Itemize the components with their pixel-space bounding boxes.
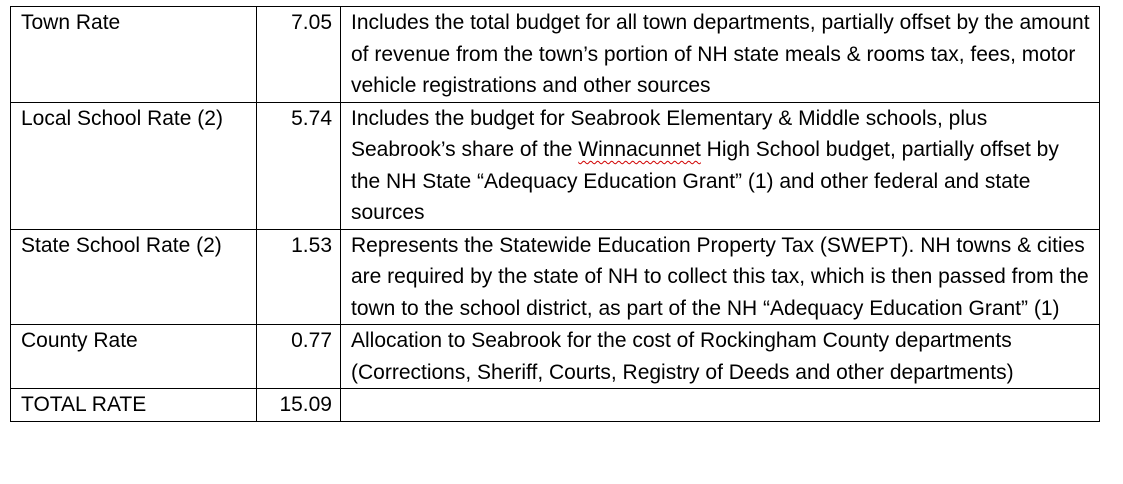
rate-description-part: Includes the budget for Seabrook Elementary & Middle schools, plus Seabrook’s share of the xyxy=(351,106,988,161)
rate-value: 1.53 xyxy=(257,229,341,325)
table-row-town-rate xyxy=(11,7,1100,103)
rate-description: Represents the Statewide Education Property Tax (SWEPT). NH towns & cities are required by the state of NH to collect this tax, which is then passed from the town to the school district, as part of the NH “Adequacy Education Grant” (1) xyxy=(341,229,1100,325)
rate-value: 5.74 xyxy=(257,102,341,229)
rate-description xyxy=(341,102,1100,229)
rate-name: State School Rate (2) xyxy=(11,229,257,325)
rate-description xyxy=(341,389,1100,422)
spellcheck-flagged-word[interactable]: Winnacunnet xyxy=(578,138,701,161)
rate-name: Local School Rate (2) xyxy=(11,102,257,229)
rate-value: 7.05 xyxy=(257,7,341,103)
table-row-county-rate xyxy=(11,325,1100,389)
tax-rate-table xyxy=(10,6,1100,422)
rate-value: 0.77 xyxy=(257,325,341,389)
table-row-total-rate xyxy=(11,389,1100,422)
table-row-local-school-rate xyxy=(11,102,1100,229)
rate-value: 15.09 xyxy=(257,389,341,422)
rate-name: Town Rate xyxy=(11,7,257,103)
rate-description: Includes the total budget for all town departments, partially offset by the amount of revenue from the town’s portion of NH state meals & rooms tax, fees, motor vehicle registrations and other sources xyxy=(341,7,1100,103)
table-row-state-school-rate xyxy=(11,229,1100,325)
rate-description-part: High School budget, partially offset by the NH State “Adequacy Education Grant” (1) and other federal and state sources xyxy=(351,138,1059,224)
rate-name: County Rate xyxy=(11,325,257,389)
rate-name: TOTAL RATE xyxy=(11,389,257,422)
rate-description: Allocation to Seabrook for the cost of Rockingham County departments (Corrections, Sheriff, Courts, Registry of Deeds and other departments) xyxy=(341,325,1100,389)
